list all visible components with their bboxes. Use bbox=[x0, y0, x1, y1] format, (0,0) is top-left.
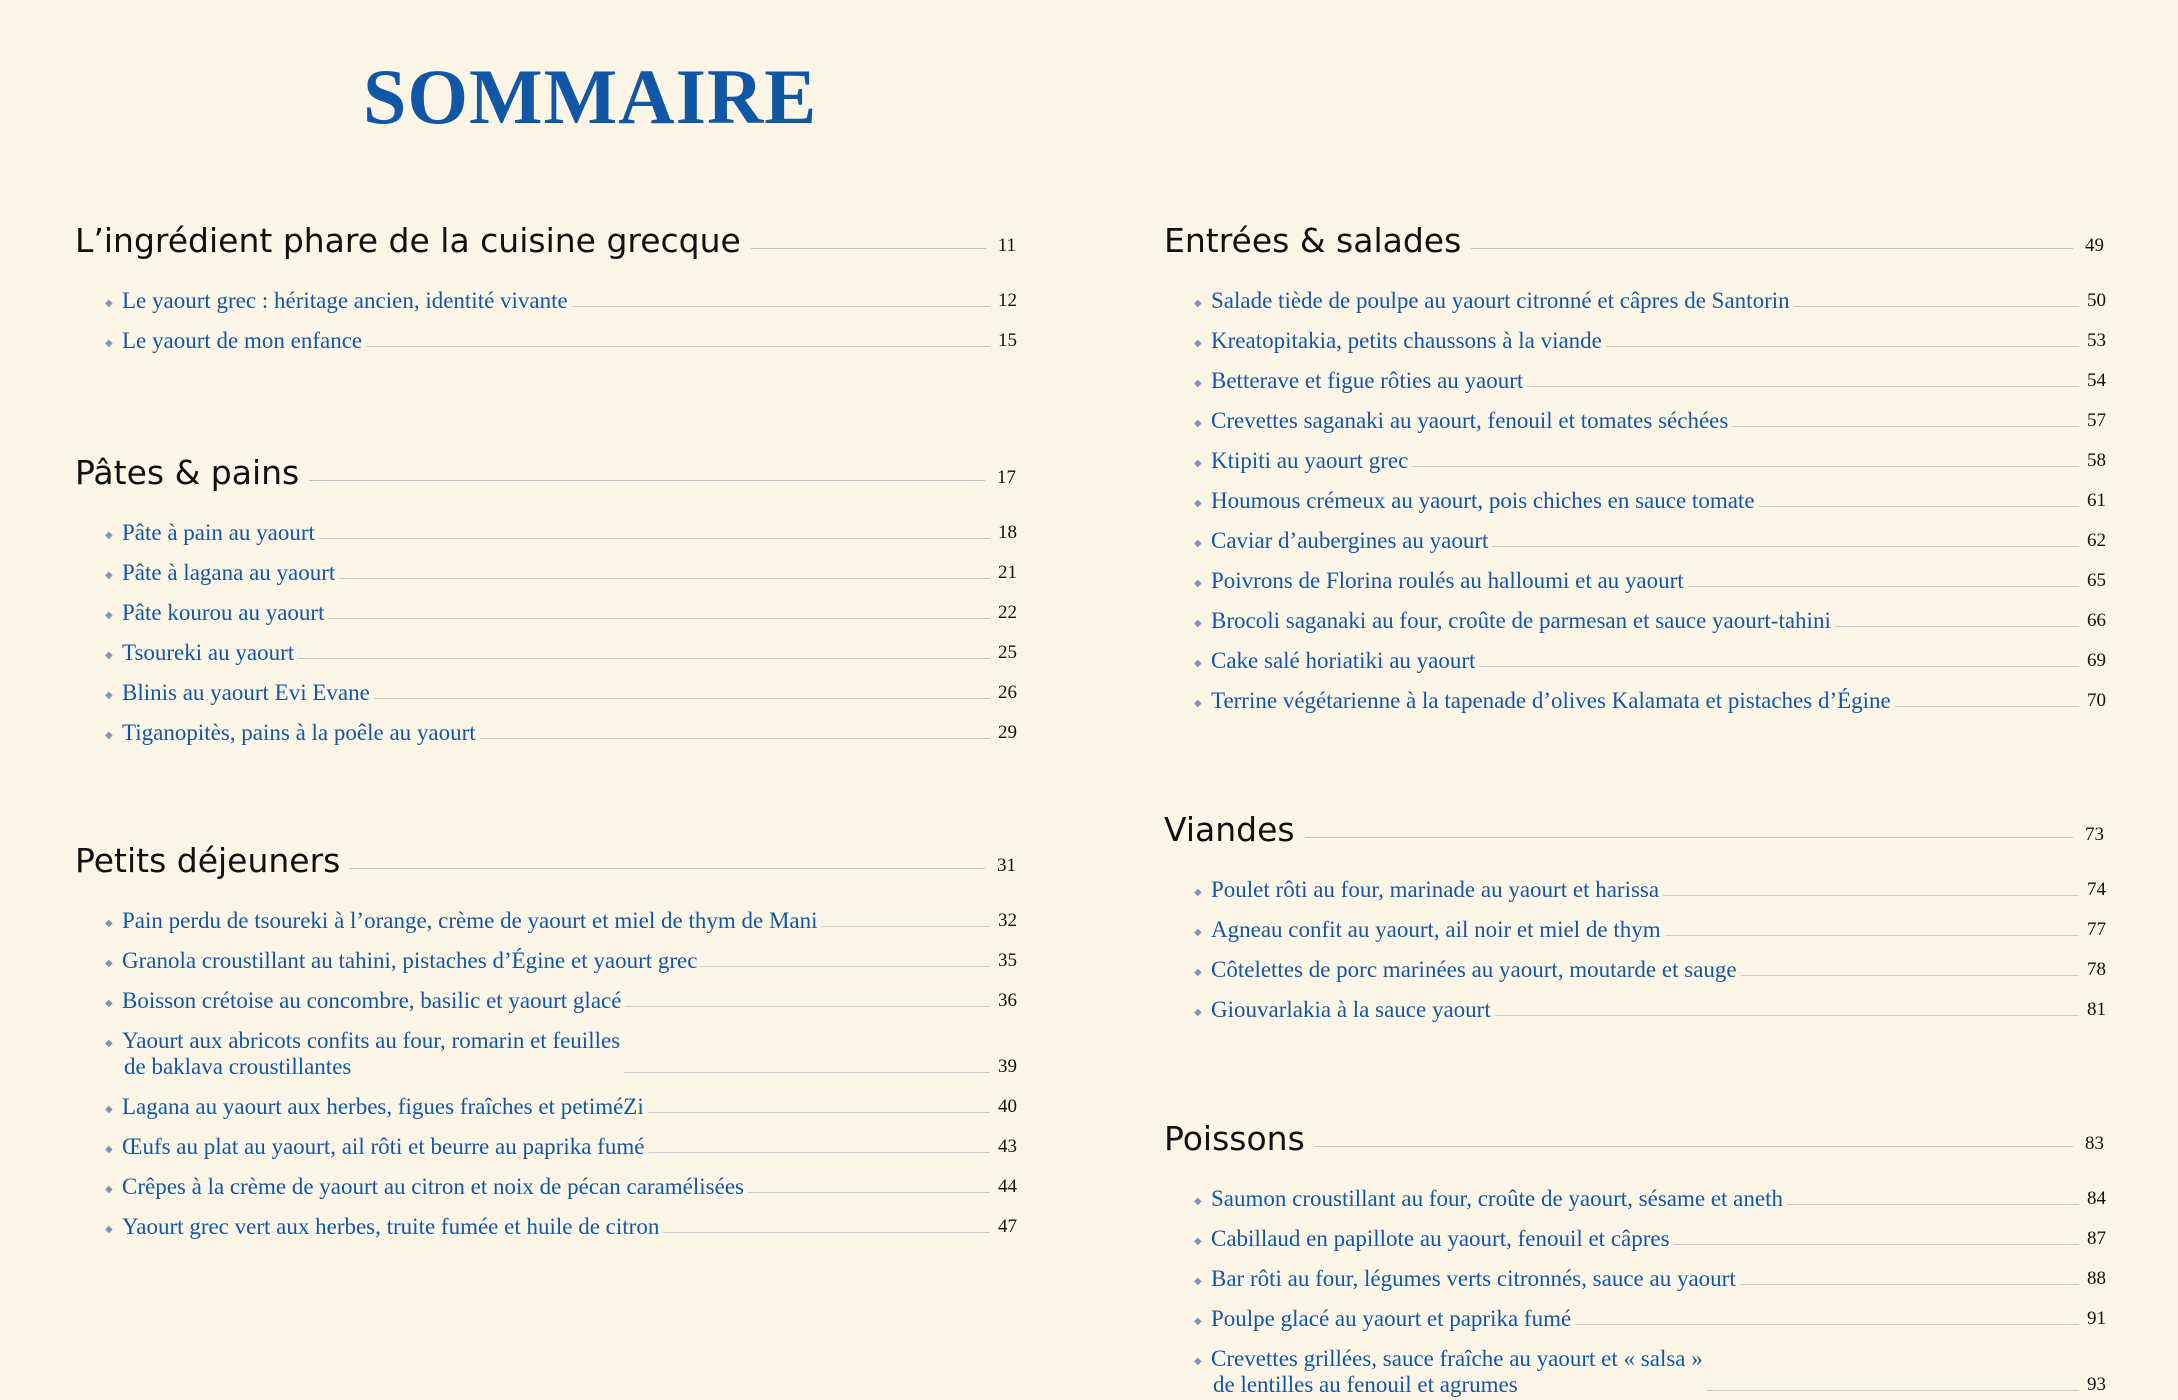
entry-page-number: 54 bbox=[2087, 370, 2106, 391]
entry-title-line: Ktipiti au yaourt grec bbox=[1211, 448, 1409, 473]
entry-title bbox=[1196, 408, 1728, 434]
entry-title bbox=[107, 328, 362, 354]
dot-leader bbox=[648, 1152, 990, 1153]
dot-leader bbox=[822, 926, 990, 927]
entry-page-number: 57 bbox=[2087, 410, 2106, 431]
toc-entry[interactable] bbox=[1196, 554, 2106, 594]
dot-leader bbox=[1471, 248, 2073, 249]
toc-entry[interactable] bbox=[107, 586, 1017, 626]
section-heading[interactable] bbox=[75, 825, 1016, 880]
toc-entry[interactable] bbox=[107, 274, 1017, 314]
dot-leader bbox=[298, 658, 990, 659]
section-heading[interactable] bbox=[1164, 1103, 2104, 1158]
dot-leader bbox=[319, 538, 990, 539]
dot-leader bbox=[1606, 346, 2079, 347]
entry-title-line: Cabillaud en papillote au yaourt, fenouil et câpres bbox=[1211, 1226, 1670, 1251]
entry-title bbox=[107, 1174, 744, 1200]
entry-title-line: Lagana au yaourt aux herbes, figues fraîches et petiméZi bbox=[122, 1094, 644, 1119]
entry-page-number: 53 bbox=[2087, 330, 2106, 351]
entry-page-number: 62 bbox=[2087, 530, 2106, 551]
entry-title-line: Saumon croustillant au four, croûte de yaourt, sésame et aneth bbox=[1211, 1186, 1783, 1211]
entry-title-line: Le yaourt grec : héritage ancien, identité vivante bbox=[122, 288, 568, 313]
dot-leader bbox=[572, 306, 990, 307]
dot-leader bbox=[1315, 1146, 2073, 1147]
entry-title-line: Yaourt aux abricots confits au four, romarin et feuilles bbox=[122, 1028, 621, 1053]
toc-entry[interactable] bbox=[1196, 903, 2106, 943]
page-title: SOMMAIRE bbox=[363, 53, 818, 140]
entry-title-line: Crevettes saganaki au yaourt, fenouil et tomates séchées bbox=[1211, 408, 1729, 433]
dot-leader bbox=[1794, 306, 2079, 307]
section-title: Poissons bbox=[1164, 1119, 1305, 1158]
entry-title bbox=[107, 288, 568, 314]
entry-title bbox=[1196, 957, 1737, 983]
entry-title-line: Houmous crémeux au yaourt, pois chiches en sauce tomate bbox=[1211, 488, 1755, 513]
entry-title-line: Crêpes à la crème de yaourt au citron et noix de pécan caramélisées bbox=[122, 1174, 744, 1199]
entry-title bbox=[107, 1028, 620, 1080]
entry-title bbox=[107, 680, 370, 706]
dot-leader bbox=[1527, 386, 2079, 387]
dot-leader bbox=[366, 346, 990, 347]
entry-page-number: 70 bbox=[2087, 690, 2106, 711]
entry-title-line: Betterave et figue rôties au yaourt bbox=[1211, 368, 1524, 393]
entry-page-number: 15 bbox=[998, 330, 1017, 351]
toc-entry[interactable] bbox=[1196, 354, 2106, 394]
toc-entry[interactable] bbox=[1196, 863, 2106, 903]
dot-leader bbox=[374, 698, 990, 699]
section-page-number: 73 bbox=[2085, 824, 2104, 845]
section bbox=[75, 825, 1016, 1240]
dot-leader bbox=[1495, 1015, 2079, 1016]
section bbox=[1164, 1103, 2104, 1398]
entry-page-number: 78 bbox=[2087, 959, 2106, 980]
entry-title bbox=[107, 948, 697, 974]
toc-entry[interactable] bbox=[1196, 434, 2106, 474]
dot-leader bbox=[701, 966, 990, 967]
contents-column-right bbox=[1164, 205, 2104, 1398]
entry-title-line: Poulet rôti au four, marinade au yaourt et harissa bbox=[1211, 877, 1660, 902]
dot-leader bbox=[1740, 1284, 2079, 1285]
entry-title bbox=[1196, 1266, 1736, 1292]
entry-title bbox=[1196, 1346, 1703, 1398]
entry-title-line: Granola croustillant au tahini, pistaches d’Égine et yaourt grec bbox=[122, 948, 698, 973]
toc-entry[interactable] bbox=[107, 1080, 1017, 1120]
dot-leader bbox=[1575, 1324, 2079, 1325]
entry-title-line: Pâte à lagana au yaourt bbox=[122, 560, 336, 585]
entry-list bbox=[107, 506, 1017, 746]
toc-entry[interactable] bbox=[107, 974, 1017, 1014]
section bbox=[1164, 205, 2104, 714]
section bbox=[75, 437, 1016, 746]
entry-page-number: 66 bbox=[2087, 610, 2106, 631]
section-page-number: 17 bbox=[997, 467, 1016, 488]
section-heading[interactable] bbox=[75, 437, 1016, 492]
entry-page-number: 36 bbox=[998, 990, 1017, 1011]
entry-page-number: 40 bbox=[998, 1096, 1017, 1117]
entry-title-line: Giouvarlakia à la sauce yaourt bbox=[1211, 997, 1491, 1022]
entry-page-number: 25 bbox=[998, 642, 1017, 663]
section-page-number: 31 bbox=[997, 855, 1016, 876]
entry-list bbox=[1196, 1172, 2106, 1398]
entry-title bbox=[1196, 688, 1891, 714]
entry-page-number: 26 bbox=[998, 682, 1017, 703]
entry-page-number: 35 bbox=[998, 950, 1017, 971]
toc-entry[interactable] bbox=[107, 1200, 1017, 1240]
entry-page-number: 74 bbox=[2087, 879, 2106, 900]
dot-leader bbox=[1663, 895, 2079, 896]
toc-entry[interactable] bbox=[1196, 274, 2106, 314]
toc-entry[interactable] bbox=[1196, 1332, 2106, 1398]
entry-page-number: 12 bbox=[998, 290, 1017, 311]
toc-entry[interactable] bbox=[1196, 1252, 2106, 1292]
entry-title-line: Crevettes grillées, sauce fraîche au yaourt et « salsa » bbox=[1211, 1346, 1703, 1371]
toc-entry[interactable] bbox=[107, 546, 1017, 586]
entry-list bbox=[1196, 863, 2106, 1023]
entry-page-number: 39 bbox=[998, 1056, 1017, 1077]
dot-leader bbox=[1305, 837, 2073, 838]
section-page-number: 83 bbox=[2085, 1133, 2104, 1154]
entry-title-line-2: de baklava croustillantes bbox=[124, 1054, 352, 1079]
entry-title-line: Salade tiède de poulpe au yaourt citronné et câpres de Santorin bbox=[1211, 288, 1790, 313]
entry-title-line: Terrine végétarienne à la tapenade d’olives Kalamata et pistaches d’Égine bbox=[1211, 688, 1891, 713]
entry-page-number: 84 bbox=[2087, 1188, 2106, 1209]
dot-leader bbox=[1741, 975, 2079, 976]
section-title: Petits déjeuners bbox=[75, 841, 341, 880]
dot-leader bbox=[1479, 666, 2079, 667]
dot-leader bbox=[1707, 1390, 2079, 1391]
toc-entry[interactable] bbox=[107, 934, 1017, 974]
toc-entry[interactable] bbox=[1196, 674, 2106, 714]
section-page-number: 49 bbox=[2085, 235, 2104, 256]
dot-leader bbox=[339, 578, 990, 579]
dot-leader bbox=[1492, 546, 2079, 547]
entry-title-line: Boisson crétoise au concombre, basilic et yaourt glacé bbox=[122, 988, 622, 1013]
toc-entry[interactable] bbox=[107, 894, 1017, 934]
toc-entry[interactable] bbox=[1196, 1212, 2106, 1252]
dot-leader bbox=[625, 1006, 990, 1007]
entry-title-line: Côtelettes de porc marinées au yaourt, moutarde et sauge bbox=[1211, 957, 1737, 982]
entry-title bbox=[107, 720, 476, 746]
dot-leader bbox=[1787, 1204, 2079, 1205]
entry-title-line: Yaourt grec vert aux herbes, truite fumée et huile de citron bbox=[122, 1214, 660, 1239]
entry-title-line-2: de lentilles au fenouil et agrumes bbox=[1213, 1372, 1518, 1397]
section-page-number: 11 bbox=[997, 235, 1016, 256]
entry-page-number: 32 bbox=[998, 910, 1017, 931]
entry-title-line: Pâte à pain au yaourt bbox=[122, 520, 315, 545]
entry-title bbox=[1196, 288, 1790, 314]
entry-page-number: 50 bbox=[2087, 290, 2106, 311]
entry-title-line: Poulpe glacé au yaourt et paprika fumé bbox=[1211, 1306, 1572, 1331]
toc-entry[interactable] bbox=[1196, 594, 2106, 634]
toc-entry[interactable] bbox=[107, 1120, 1017, 1160]
entry-title-line: Bar rôti au four, légumes verts citronnés, sauce au yaourt bbox=[1211, 1266, 1736, 1291]
entry-page-number: 81 bbox=[2087, 999, 2106, 1020]
dot-leader bbox=[1674, 1244, 2079, 1245]
toc-entry[interactable] bbox=[1196, 983, 2106, 1023]
entry-title-line: Kreatopitakia, petits chaussons à la viande bbox=[1211, 328, 1602, 353]
entry-title-line: Tsoureki au yaourt bbox=[122, 640, 295, 665]
section-heading[interactable] bbox=[75, 205, 1016, 260]
entry-page-number: 61 bbox=[2087, 490, 2106, 511]
entry-title-line: Caviar d’aubergines au yaourt bbox=[1211, 528, 1489, 553]
toc-entry[interactable] bbox=[107, 1014, 1017, 1080]
entry-list bbox=[107, 274, 1017, 354]
dot-leader bbox=[350, 868, 985, 869]
entry-title-line: Tiganopitès, pains à la poêle au yaourt bbox=[122, 720, 476, 745]
entry-title bbox=[107, 520, 315, 546]
entry-page-number: 21 bbox=[998, 562, 1017, 583]
entry-page-number: 44 bbox=[998, 1176, 1017, 1197]
entry-page-number: 43 bbox=[998, 1136, 1017, 1157]
dot-leader bbox=[1665, 935, 2079, 936]
contents-column-left bbox=[75, 205, 1016, 1240]
entry-title bbox=[1196, 568, 1684, 594]
entry-title bbox=[1196, 368, 1523, 394]
entry-title bbox=[1196, 448, 1408, 474]
entry-title bbox=[1196, 1186, 1783, 1212]
entry-page-number: 69 bbox=[2087, 650, 2106, 671]
entry-page-number: 77 bbox=[2087, 919, 2106, 940]
toc-entry[interactable] bbox=[107, 626, 1017, 666]
section-title: Entrées & salades bbox=[1164, 221, 1462, 260]
entry-list bbox=[1196, 274, 2106, 714]
section bbox=[75, 205, 1016, 354]
entry-page-number: 18 bbox=[998, 522, 1017, 543]
entry-title bbox=[107, 560, 335, 586]
toc-entry[interactable] bbox=[1196, 943, 2106, 983]
section-title: Pâtes & pains bbox=[75, 453, 300, 492]
entry-title-line: Œufs au plat au yaourt, ail rôti et beurre au paprika fumé bbox=[122, 1134, 645, 1159]
toc-entry[interactable] bbox=[1196, 514, 2106, 554]
dot-leader bbox=[1412, 466, 2079, 467]
entry-title bbox=[1196, 328, 1602, 354]
toc-entry[interactable] bbox=[1196, 394, 2106, 434]
entry-title-line: Brocoli saganaki au four, croûte de parmesan et sauce yaourt-tahini bbox=[1211, 608, 1831, 633]
section-title: Viandes bbox=[1164, 810, 1295, 849]
toc-entry[interactable] bbox=[107, 706, 1017, 746]
dot-leader bbox=[328, 618, 990, 619]
entry-title-line: Agneau confit au yaourt, ail noir et miel de thym bbox=[1211, 917, 1661, 942]
toc-entry[interactable] bbox=[1196, 634, 2106, 674]
dot-leader bbox=[1895, 706, 2079, 707]
toc-entry[interactable] bbox=[1196, 474, 2106, 514]
entry-title-line: Pain perdu de tsoureki à l’orange, crème de yaourt et miel de thym de Mani bbox=[122, 908, 818, 933]
entry-title bbox=[1196, 877, 1659, 903]
dot-leader bbox=[1759, 506, 2079, 507]
dot-leader bbox=[751, 248, 986, 249]
dot-leader bbox=[748, 1192, 990, 1193]
entry-title bbox=[1196, 608, 1831, 634]
toc-entry[interactable] bbox=[1196, 1172, 2106, 1212]
toc-entry[interactable] bbox=[107, 314, 1017, 354]
entry-title bbox=[1196, 997, 1491, 1023]
entry-page-number: 58 bbox=[2087, 450, 2106, 471]
dot-leader bbox=[648, 1112, 990, 1113]
entry-title bbox=[1196, 1226, 1670, 1252]
toc-entry[interactable] bbox=[107, 1160, 1017, 1200]
section-title: L’ingrédient phare de la cuisine grecque bbox=[75, 221, 741, 260]
entry-page-number: 91 bbox=[2087, 1308, 2106, 1329]
entry-title bbox=[1196, 1306, 1571, 1332]
entry-title bbox=[107, 1134, 644, 1160]
section-heading[interactable] bbox=[1164, 205, 2104, 260]
entry-page-number: 93 bbox=[2087, 1374, 2106, 1395]
entry-title-line: Cake salé horiatiki au yaourt bbox=[1211, 648, 1476, 673]
entry-title bbox=[107, 1094, 644, 1120]
entry-page-number: 65 bbox=[2087, 570, 2106, 591]
entry-title bbox=[107, 1214, 659, 1240]
entry-title bbox=[1196, 648, 1475, 674]
entry-title-line: Blinis au yaourt Evi Evane bbox=[122, 680, 370, 705]
entry-page-number: 88 bbox=[2087, 1268, 2106, 1289]
entry-title bbox=[1196, 917, 1661, 943]
dot-leader bbox=[480, 738, 990, 739]
toc-entry[interactable] bbox=[107, 666, 1017, 706]
toc-entry[interactable] bbox=[1196, 314, 2106, 354]
entry-page-number: 22 bbox=[998, 602, 1017, 623]
entry-title bbox=[107, 988, 621, 1014]
toc-entry[interactable] bbox=[1196, 1292, 2106, 1332]
entry-title bbox=[1196, 488, 1755, 514]
dot-leader bbox=[1732, 426, 2079, 427]
entry-title-line: Poivrons de Florina roulés au halloumi et au yaourt bbox=[1211, 568, 1684, 593]
toc-entry[interactable] bbox=[107, 506, 1017, 546]
entry-title bbox=[107, 600, 324, 626]
entry-title bbox=[107, 908, 818, 934]
entry-page-number: 29 bbox=[998, 722, 1017, 743]
section-heading[interactable] bbox=[1164, 794, 2104, 849]
entry-page-number: 47 bbox=[998, 1216, 1017, 1237]
dot-leader bbox=[309, 480, 985, 481]
entry-title bbox=[1196, 528, 1488, 554]
dot-leader bbox=[624, 1072, 990, 1073]
entry-title-line: Pâte kourou au yaourt bbox=[122, 600, 325, 625]
entry-title-line: Le yaourt de mon enfance bbox=[122, 328, 363, 353]
dot-leader bbox=[1835, 626, 2079, 627]
section bbox=[1164, 794, 2104, 1023]
entry-list bbox=[107, 894, 1017, 1240]
dot-leader bbox=[1688, 586, 2079, 587]
entry-page-number: 87 bbox=[2087, 1228, 2106, 1249]
dot-leader bbox=[663, 1232, 990, 1233]
entry-title bbox=[107, 640, 294, 666]
